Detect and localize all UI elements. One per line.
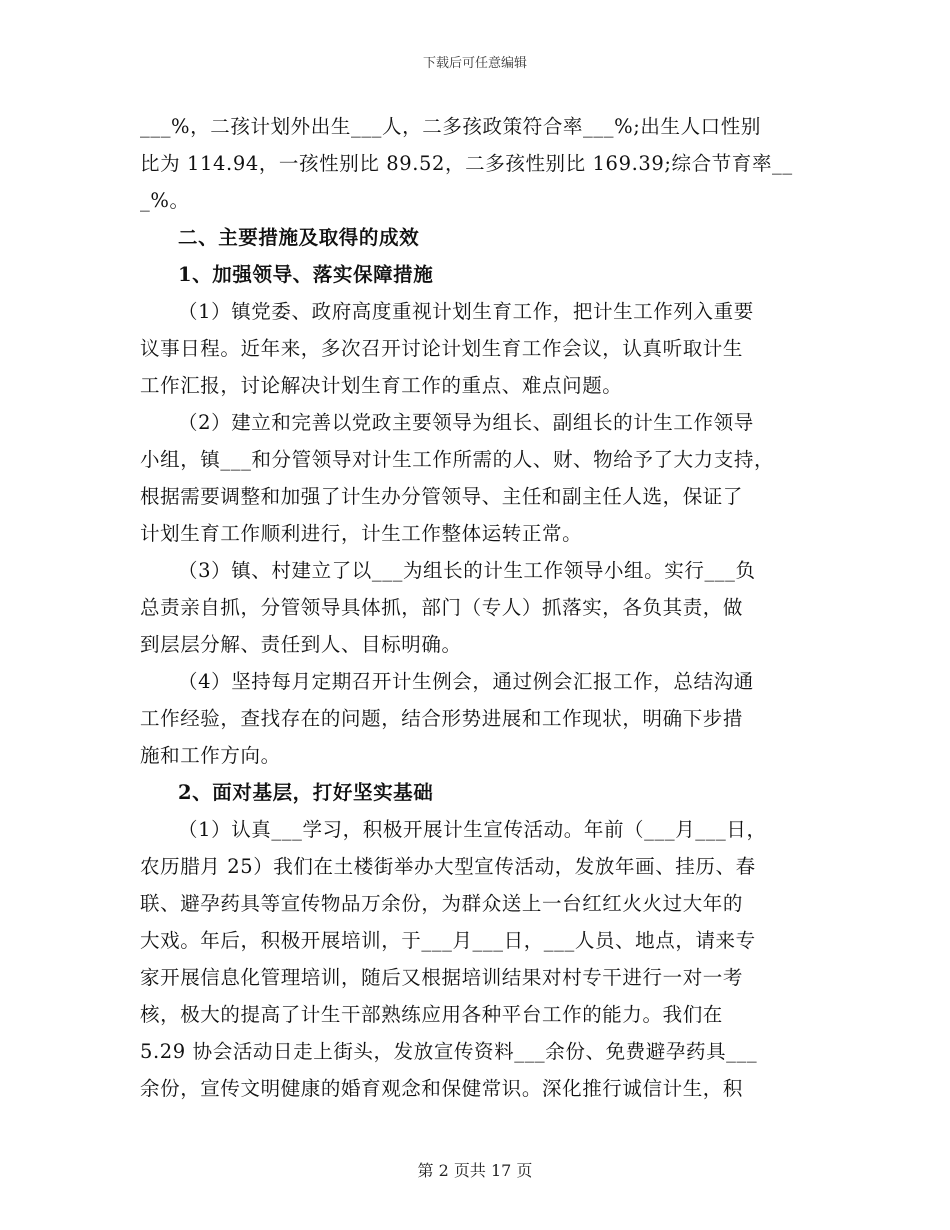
text-line: 到层层分解、责任到人、目标明确。	[140, 633, 462, 656]
text-line: 核，极大的提高了计生干部熟练应用各种平台工作的能力。我们在	[140, 1003, 723, 1026]
text-line: （3）镇、村建立了以___为组长的计生工作领导小组。实行___负	[178, 559, 756, 582]
section-heading: 二、主要措施及取得的成效	[178, 226, 420, 249]
page-header: 下载后可任意编辑	[422, 56, 527, 71]
text-line: 家开展信息化管理培训，随后又根据培训结果对村专干进行一对一考	[140, 966, 744, 989]
text-line: ___%，二孩计划外出生___人，二多孩政策符合率___%;出生人口性别	[140, 115, 761, 138]
text-line: 小组，镇___和分管领导对计生工作所需的人、财、物给予了大力支持，	[140, 448, 775, 471]
paragraph	[140, 108, 830, 219]
text-line: 余份，宣传文明健康的婚育观念和保健常识。深化推行诚信计生，积	[140, 1077, 744, 1100]
text-line: （1）认真___学习，积极开展计生宣传活动。年前（___月___日，	[178, 818, 767, 841]
document-body	[140, 108, 830, 1107]
text-line: 比为 114.94，一孩性别比 89.52，二多孩性别比 169.39;综合节育率__	[140, 152, 793, 175]
text-line: 计划生育工作顺利进行，计生工作整体运转正常。	[140, 522, 583, 545]
text-line: （2）建立和完善以党政主要领导为组长、副组长的计生工作领导	[178, 411, 754, 434]
text-line: 根据需要调整和加强了计生办分管领导、主任和副主任人选，保证了	[140, 485, 744, 508]
text-line: （4）坚持每月定期召开计生例会，通过例会汇报工作，总结沟通	[178, 670, 754, 693]
paragraph	[140, 293, 830, 404]
paragraph	[140, 404, 830, 552]
text-line: 施和工作方向。	[140, 744, 281, 767]
text-line: 总责亲自抓，分管领导具体抓，部门（专人）抓落实，各负其责，做	[140, 596, 744, 619]
paragraph	[140, 811, 830, 1107]
text-line: 工作汇报，讨论解决计划生育工作的重点、难点问题。	[140, 374, 623, 397]
paragraph	[140, 552, 830, 663]
text-line: 大戏。年后，积极开展培训，于___月___日，___人员、地点，请来专	[140, 929, 756, 952]
subsection-heading: 2、面对基层，打好坚实基础	[178, 781, 434, 804]
text-line: 5.29 协会活动日走上街头，发放宣传资料___余份、免费避孕药具___	[140, 1040, 758, 1063]
subsection-heading: 1、加强领导、落实保障措施	[178, 263, 434, 286]
text-line: 联、避孕药具等宣传物品万余份，为群众送上一台红红火火过大年的	[140, 892, 744, 915]
text-line: 农历腊月 25）我们在土楼街举办大型宣传活动，发放年画、挂历、春	[140, 855, 756, 878]
paragraph	[140, 663, 830, 774]
text-line: （1）镇党委、政府高度重视计划生育工作，把计生工作列入重要	[178, 300, 754, 323]
text-line: 议事日程。近年来，多次召开讨论计划生育工作会议，认真听取计生	[140, 337, 744, 360]
text-line: _%。	[140, 189, 190, 212]
page-footer: 第 2 页共 17 页	[417, 1161, 533, 1180]
text-line: 工作经验，查找存在的问题，结合形势进展和工作现状，明确下步措	[140, 707, 744, 730]
